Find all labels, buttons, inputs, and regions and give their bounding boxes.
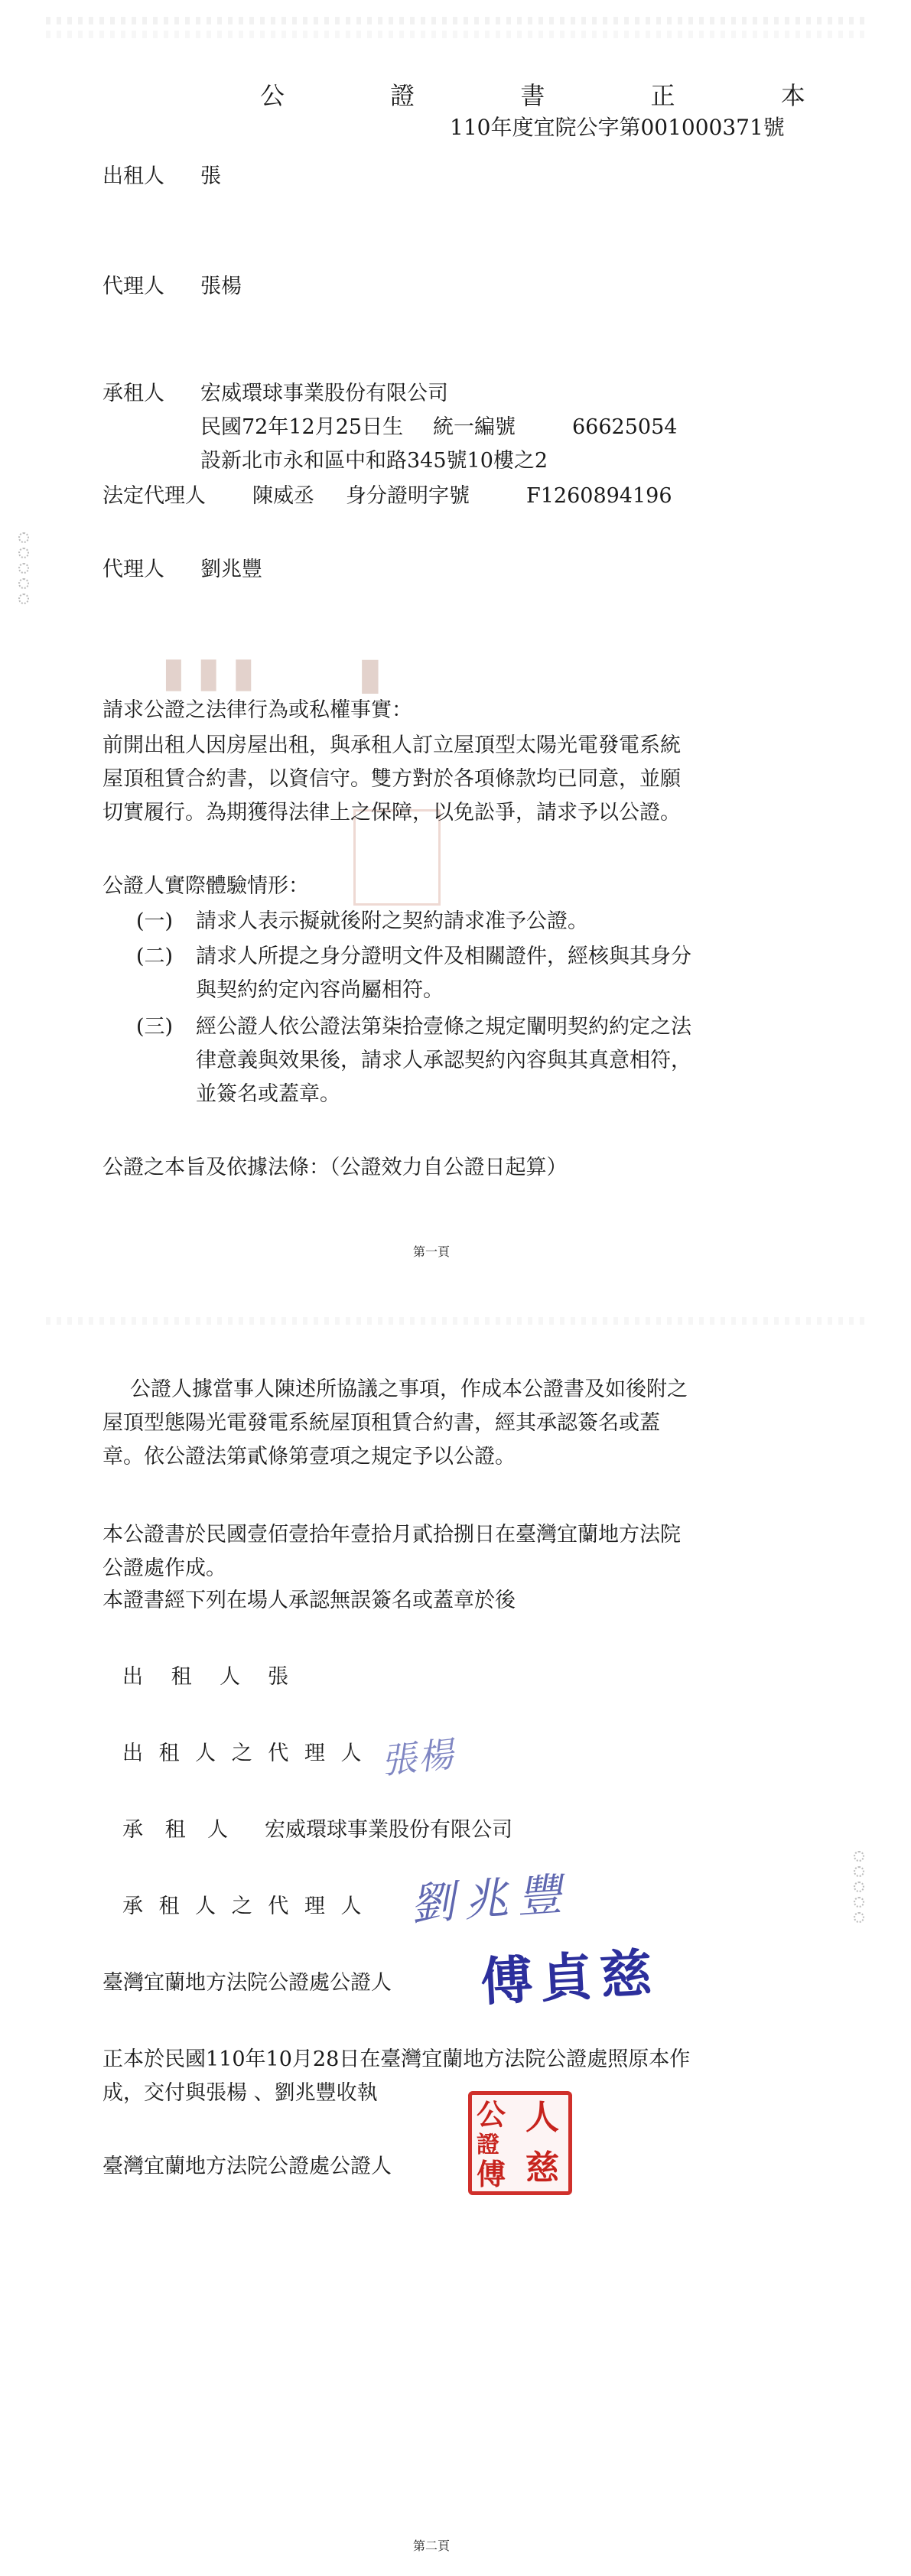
date-line: 本證書經下列在場人承認無誤簽名或蓋章於後 xyxy=(102,1589,516,1612)
agent-label: 代理人 xyxy=(102,275,164,298)
seal-character: 慈 xyxy=(525,2148,559,2187)
copy-line: 正本於民國110年10月28日在臺灣宜蘭地方法院公證處照原本作 xyxy=(102,2047,691,2071)
page-two xyxy=(0,1288,911,2576)
copy-line: 成，交付與張楊 、劉兆豐收執 xyxy=(102,2081,378,2105)
unified-no: 66625054 xyxy=(572,415,678,439)
lessor-label: 出租人 xyxy=(102,164,164,188)
notary-signature: 傅貞慈 xyxy=(479,1942,662,2014)
item-line: 律意義與效果後，請求人承認契約內容與其真意相符， xyxy=(196,1049,691,1072)
unified-no-label: 統一編號 xyxy=(433,415,516,439)
lessee-agent-label: 承 租 人 之 代 理 人 xyxy=(122,1895,366,1918)
lessor-name: 張 xyxy=(200,164,221,188)
item-line: 並簽名或蓋章。 xyxy=(196,1082,340,1106)
request-line: 前開出租人因房屋出租，與承租人訂立屋頂型太陽光電發電系統 xyxy=(102,733,681,757)
lessee-agent-signature: 劉兆豐 xyxy=(408,1867,573,1931)
lessor-label: 出 租 人 xyxy=(122,1665,252,1689)
legal-rep-name: 陳威丞 xyxy=(252,484,314,508)
notary-seal xyxy=(468,2091,572,2195)
item-number: (一) xyxy=(136,909,174,933)
seal-character: 公 xyxy=(477,2097,506,2132)
id-label: 身分證明字號 xyxy=(346,484,470,508)
experience-heading: 公證人實際體驗情形： xyxy=(102,874,309,898)
intro-line: 屋頂型態陽光電發電系統屋頂租賃合約書，經其承認簽名或蓋 xyxy=(102,1411,660,1435)
date-line: 本公證書於民國壹佰壹拾年壹拾月貳拾捌日在臺灣宜蘭地方法院 xyxy=(102,1523,681,1547)
lessor-agent-label: 出 租 人 之 代 理 人 xyxy=(122,1742,366,1765)
legal-rep-label: 法定代理人 xyxy=(102,484,206,508)
lessee-label: 承 租 人 xyxy=(122,1818,236,1842)
notary-label-2: 臺灣宜蘭地方法院公證處公證人 xyxy=(102,2155,392,2178)
item-number: (二) xyxy=(136,945,174,968)
document-number: 110年度宜院公字第001000371號 xyxy=(450,115,785,140)
binding-holes xyxy=(846,1846,872,1927)
basis-text: 公證之本旨及依據法條：（公證效力自公證日起算） xyxy=(102,1156,568,1179)
bleed-through-mark: ▮ xyxy=(358,647,382,699)
item-line: 經公證人依公證法第柒拾壹條之規定闡明契約約定之法 xyxy=(196,1015,691,1039)
request-heading: 請求公證之法律行為或私權事實： xyxy=(102,698,412,722)
lessor-value: 張 xyxy=(268,1665,288,1689)
request-line: 切實履行。為期獲得法律上之保障，以免訟爭，請求予以公證。 xyxy=(102,801,681,825)
request-line: 屋頂租賃合約書，以資信守。雙方對於各項條款均已同意，並願 xyxy=(102,767,681,791)
scan-artifact xyxy=(46,17,864,24)
id-number: F1260894196 xyxy=(526,484,672,508)
agent-name: 張楊 xyxy=(200,275,242,298)
item-line: 請求人表示擬就後附之契約請求准予公證。 xyxy=(196,909,588,933)
item-number: (三) xyxy=(136,1015,174,1039)
intro-line: 公證人據當事人陳述所協議之事項，作成本公證書及如後附之 xyxy=(130,1377,688,1401)
notary-label: 臺灣宜蘭地方法院公證處公證人 xyxy=(102,1971,392,1995)
agent2-name: 劉兆豐 xyxy=(200,558,262,581)
lessee-value: 宏威環球事業股份有限公司 xyxy=(265,1818,512,1842)
lessee-address: 設新北市永和區中和路345號10樓之2 xyxy=(200,449,548,473)
seal-character: 證 xyxy=(477,2132,499,2158)
item-line: 請求人所提之身分證明文件及相關證件，經核與其身分 xyxy=(196,945,691,968)
scan-artifact xyxy=(46,1317,864,1325)
page-number: 第一頁 xyxy=(413,1244,451,1259)
page-number: 第二頁 xyxy=(413,2539,451,2553)
date-line: 公證處作成。 xyxy=(102,1556,226,1580)
seal-character: 人 xyxy=(525,2098,559,2137)
item-line: 與契約約定內容尚屬相符。 xyxy=(196,978,444,1002)
document-title: 公 證 書 正 本 xyxy=(260,81,854,110)
lessee-established: 民國72年12月25日生 xyxy=(200,415,404,439)
lessee-company: 宏威環球事業股份有限公司 xyxy=(200,382,448,405)
intro-line: 章。依公證法第貳條第壹項之規定予以公證。 xyxy=(102,1445,516,1469)
bleed-through-mark: ▮▮▮ xyxy=(162,647,268,696)
agent2-label: 代理人 xyxy=(102,558,164,581)
seal-character: 傅 xyxy=(477,2157,506,2191)
lessor-agent-signature: 張楊 xyxy=(379,1733,457,1782)
scan-artifact xyxy=(46,31,864,38)
binding-holes xyxy=(11,528,37,609)
lessee-label: 承租人 xyxy=(102,382,164,405)
